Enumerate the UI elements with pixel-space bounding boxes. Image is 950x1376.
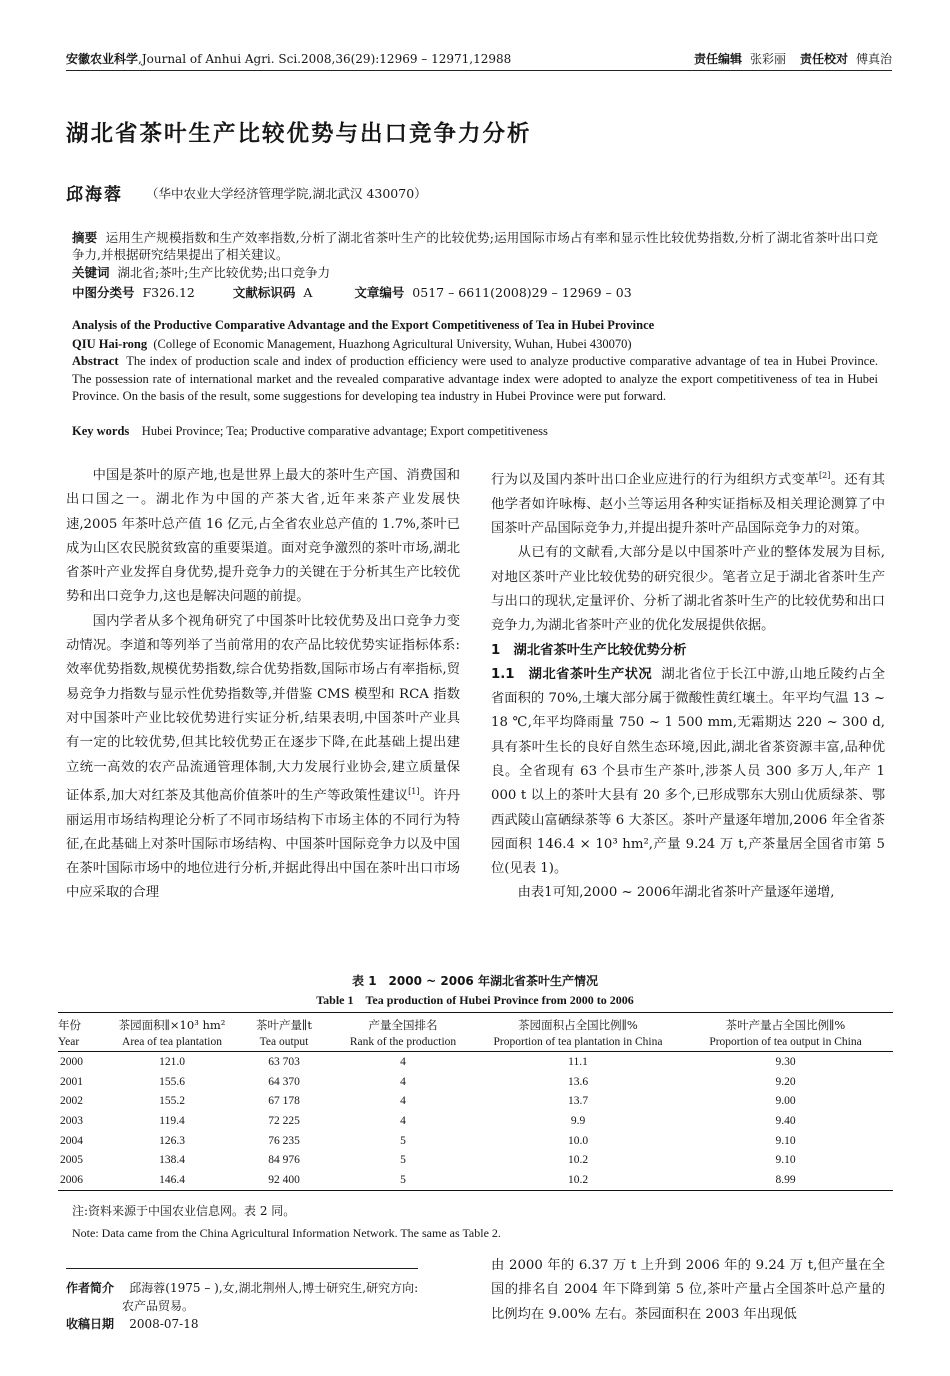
english-author-line	[72, 336, 878, 354]
table-note-en: Note: Data came from the China Agricultural Information Network. The same as Table 2.	[72, 1226, 501, 1240]
table-cell: 5	[400, 1134, 406, 1147]
paragraph-text: 湖北省位于长江中游,山地丘陵约占全省面积的 70%,土壤大部分属于微酸性黄红壤土。年平均气温 13 ~ 18 ℃,年平均降雨量 750 ~ 1 500 mm,无霜期达 220 ~ 300 d,具有茶叶生长的良好自然生态环境,因此,湖北省茶资源丰富,品种优良。全省现有 63 个县市生产茶叶,涉茶人员 300 多万人,年产 1 000 t 以上的茶叶大县有 20 多个,已形成鄂东大别山优质绿茶、鄂西武陵山富硒绿茶等 6 大茶区。茶叶产量逐年增加,2006 年全省茶园面积 146.4 × 10³ hm²,产量 9.24 万 t,产茶量居全国省市第 5 位(见表 1)。	[491, 666, 885, 877]
column-header: Proportion of tea plantation in China	[478, 1034, 678, 1052]
table-cell: 64 370	[268, 1075, 300, 1088]
paragraph-text: 。许丹丽运用市场结构理论分析了不同市场结构下市场主体的不同行为特征,在此基础上对茶叶国际市场结构、中国茶叶国际竞争力以及中国在茶叶国际市场中的地位进行分析,并据此得出中国在茶叶出口市场中应采取的合理	[66, 788, 461, 901]
table-cell: 11.1	[568, 1055, 588, 1068]
table-cell: 76 235	[268, 1134, 300, 1147]
clc-label: 中图分类号	[72, 285, 135, 300]
paragraph-text: 。还有其他学者如许咏梅、赵小兰等运用各种实证指标及相关理论测算了中国茶叶产品国际竞争力,并提出提升茶叶产品国际竞争力的对策。	[491, 472, 886, 537]
english-abstract-label: Abstract	[72, 354, 119, 368]
author-affiliation: （华中农业大学经济管理学院,湖北武汉 430070）	[146, 186, 427, 201]
table-cell: 92 400	[240, 1170, 328, 1190]
journal-citation: ,Journal of Anhui Agri. Sci.2008,36(29):12969 – 12971,12988	[138, 52, 512, 66]
english-keywords-text: Hubei Province; Tea; Productive comparative advantage; Export competitiveness	[141, 424, 548, 438]
journal-name-cn: 安徽农业科学	[66, 52, 139, 66]
column-header: Year	[58, 1034, 104, 1052]
tea-production-table	[58, 1012, 893, 1191]
table-row	[58, 1072, 893, 1092]
english-title: Analysis of the Productive Comparative Advantage and the Export Competitiveness of Tea in Hubei Province	[72, 318, 655, 332]
table-cell: 13.7	[567, 1095, 589, 1108]
table-cell: 10.0	[567, 1134, 589, 1147]
abstract-cn-label: 摘要	[72, 230, 98, 245]
column-header: Proportion of tea output in China	[678, 1034, 893, 1052]
abstract-cn	[72, 229, 878, 263]
table-cell: 9.10	[775, 1154, 796, 1167]
article-number-value: 0517 – 6611(2008)29 – 12969 – 03	[412, 285, 632, 300]
table-row	[58, 1131, 893, 1151]
english-abstract	[72, 353, 878, 406]
paragraph: 由表1可知,2000 ~ 2006年湖北省茶叶产量逐年递增,	[517, 885, 835, 901]
english-author: QIU Hai-rong	[72, 337, 148, 351]
table-header-en	[58, 1034, 893, 1052]
table-cell: 9.9	[570, 1114, 586, 1127]
footnote-rule	[66, 1268, 418, 1269]
proof-name: 傅真治	[855, 52, 892, 66]
english-keywords	[72, 423, 878, 441]
table-cell: 5	[400, 1154, 406, 1167]
table-cell: 9.40	[775, 1114, 796, 1127]
table-cell: 10.2	[567, 1154, 589, 1167]
table-caption-en: Table 1 Tea production of Hubei Province from 2000 to 2006	[316, 993, 634, 1007]
table-cell: 10.2	[478, 1170, 678, 1190]
table-cell: 67 178	[268, 1095, 300, 1108]
table-cell: 126.3	[159, 1134, 185, 1147]
table-cell: 72 225	[268, 1114, 300, 1127]
table-cell: 119.4	[159, 1114, 185, 1127]
table-cell: 155.6	[159, 1075, 185, 1088]
table-cell: 9.30	[775, 1055, 796, 1068]
paragraph-text: 国内学者从多个视角研究了中国茶叶比较优势及出口竞争力变动情况。李道和等列举了当前常用的农产品比较优势实证指标体系:效率优势指数,规模优势指数,综合优势指数,国际市场占有率指标,贸易竞争力指数与显示性优势指数等,并借鉴 CMS 模型和 RCA 指数对中国茶叶产业比较优势进行实证分析,结果表明,中国茶叶产业具有一定的比较优势,但其比较优势正在逐步下降,在此基础上提出建立统一高效的农产品流通管理体制,大力发展行业协会,建立质量保证体系,加大对红茶及其他高价值茶叶的生产等政策性建议	[66, 613, 460, 804]
table-cell: 5	[328, 1170, 478, 1190]
header-rule	[66, 70, 892, 71]
table-cell: 13.6	[567, 1075, 589, 1088]
author-bio-label: 作者简介	[66, 1281, 115, 1295]
paragraph: 从已有的文献看,大部分是以中国茶叶产业的整体发展为目标,对地区茶叶产业比较优势的研究很少。笔者立足于湖北省茶叶生产与出口的现状,定量评价、分析了湖北省茶叶生产的比较优势和出口竞争力,为湖北省茶叶产业的优化发展提供依据。	[491, 545, 885, 634]
keywords-cn-label: 关键词	[72, 265, 110, 280]
classification-line	[72, 283, 632, 301]
article-author: 邱海蓉	[66, 185, 123, 205]
subsection-paragraph	[491, 663, 885, 882]
table-cell: 2001	[60, 1075, 83, 1088]
citation-ref: [1]	[408, 786, 420, 796]
table-note-cn: 注:资料来源于中国农业信息网。表 2 同。	[72, 1204, 296, 1218]
body-right-column	[491, 464, 885, 906]
english-keywords-label: Key words	[72, 424, 130, 438]
running-header-citation	[66, 50, 511, 67]
english-affiliation: (College of Economic Management, Huazhong Agricultural University, Wuhan, Hubei 430070)	[153, 337, 632, 351]
clc-value: F326.12	[142, 285, 195, 300]
column-header: 年份	[58, 1013, 104, 1035]
paragraph: 中国是茶叶的原产地,也是世界上最大的茶叶生产国、消费国和出口国之一。湖北作为中国的产茶大省,近年来茶产业发展快速,2005 年茶叶总产值 16 亿元,占全省农业总产值的 1.7%,茶叶已成为山区农民脱贫致富的重要渠道。面对竞争激烈的茶叶市场,湖北省茶叶产业发挥自身优势,提升竞争力的关键在于分析其生产比较优势和出口竞争力,这也是解决问题的前提。	[66, 468, 460, 605]
table-row	[58, 1111, 893, 1131]
received-date-line	[66, 1315, 198, 1333]
proof-label: 责任校对	[799, 52, 848, 66]
author-bio-cont: 农产品贸易。	[122, 1299, 195, 1313]
table-cell: 2000	[60, 1055, 83, 1068]
table-cell: 4	[400, 1114, 406, 1127]
table-cell: 121.0	[159, 1055, 185, 1068]
paragraph-text: 行为以及国内茶叶出口企业应进行的行为组织方式变革	[491, 472, 819, 488]
column-header: 产量全国排名	[328, 1013, 478, 1035]
column-header: Rank of the production	[328, 1034, 478, 1052]
table-cell: 2006	[58, 1170, 104, 1190]
column-header: 茶叶产量∥t	[240, 1013, 328, 1035]
column-header: 茶叶产量占全国比例∥%	[678, 1013, 893, 1035]
table-row	[58, 1091, 893, 1111]
paragraph	[66, 610, 460, 906]
author-bio	[66, 1279, 418, 1297]
table-cell: 4	[400, 1095, 406, 1108]
body-left-column	[66, 464, 460, 906]
table-cell: 63 703	[268, 1055, 300, 1068]
article-number-label: 文章编号	[354, 285, 405, 300]
column-header: Area of tea plantation	[104, 1034, 240, 1052]
table-cell: 2005	[60, 1154, 83, 1167]
table-cell: 155.2	[159, 1095, 185, 1108]
table-cell: 84 976	[268, 1154, 300, 1167]
table-cell: 146.4	[104, 1170, 240, 1190]
column-header: Tea output	[240, 1034, 328, 1052]
table-row	[58, 1052, 893, 1072]
column-header: 茶园面积占全国比例∥%	[478, 1013, 678, 1035]
abstract-cn-text: 运用生产规模指数和生产效率指数,分析了湖北省茶叶生产的比较优势;运用国际市场占有率和显示性比较优势指数,分析了湖北省茶叶出口竞争力,并根据研究结果提出了相关建议。	[72, 230, 878, 262]
table-row	[58, 1150, 893, 1170]
author-bio-text: 邱海蓉(1975 – ),女,湖北荆州人,博士研究生,研究方向:	[129, 1281, 419, 1295]
running-header-editors	[694, 50, 892, 67]
doc-code-label: 文献标识码	[232, 285, 296, 300]
table-cell: 138.4	[159, 1154, 185, 1167]
table-caption-cn: 表 1 2000 ~ 2006 年湖北省茶叶生产情况	[352, 974, 598, 988]
doc-code-value: A	[303, 285, 313, 300]
table-header-cn	[58, 1013, 893, 1035]
subsection-heading: 1.1 湖北省茶叶生产状况	[491, 666, 653, 682]
table-row	[58, 1170, 893, 1190]
table-cell: 2003	[60, 1114, 83, 1127]
keywords-cn-text: 湖北省;茶叶;生产比较优势;出口竞争力	[117, 265, 331, 280]
article-title: 湖北省茶叶生产比较优势与出口竞争力分析	[66, 121, 532, 147]
table-cell: 4	[400, 1075, 406, 1088]
table-cell: 9.10	[775, 1134, 796, 1147]
received-label: 收稿日期	[66, 1317, 115, 1331]
table-cell: 2004	[60, 1134, 83, 1147]
citation-ref: [2]	[819, 471, 831, 480]
table-cell: 8.99	[678, 1170, 893, 1190]
column-header: 茶园面积∥×10³ hm²	[104, 1013, 240, 1035]
editor-label: 责任编辑	[693, 52, 742, 66]
paragraph: 由 2000 年的 6.37 万 t 上升到 2006 年的 9.24 万 t,但产量在全国的排名自 2004 年下降到第 5 位,茶叶产量占全国茶叶总产量的比例均在 9.00% 左右。茶园面积在 2003 年出现低	[491, 1258, 885, 1322]
table-cell: 4	[400, 1055, 406, 1068]
table-cell: 9.20	[775, 1075, 796, 1088]
paragraph	[491, 464, 885, 541]
body-right-column-bottom	[491, 1254, 885, 1327]
editor-name: 张彩丽	[749, 52, 786, 66]
table-cell: 2002	[60, 1095, 83, 1108]
table-cell: 9.00	[775, 1095, 796, 1108]
keywords-cn	[72, 264, 878, 281]
received-date: 2008-07-18	[129, 1317, 199, 1331]
section-heading: 1 湖北省茶叶生产比较优势分析	[491, 642, 687, 658]
english-abstract-text: The index of production scale and index of production efficiency were used to analyze productive comparative advantage of tea in Hubei Province. The possession rate of international market and the revealed comparative advantage index were adopted to analyze the export competitiveness of tea in Hubei Province. On the basis of the result, some suggestions for developing tea industry in Hubei Province were put forward.	[72, 354, 878, 403]
